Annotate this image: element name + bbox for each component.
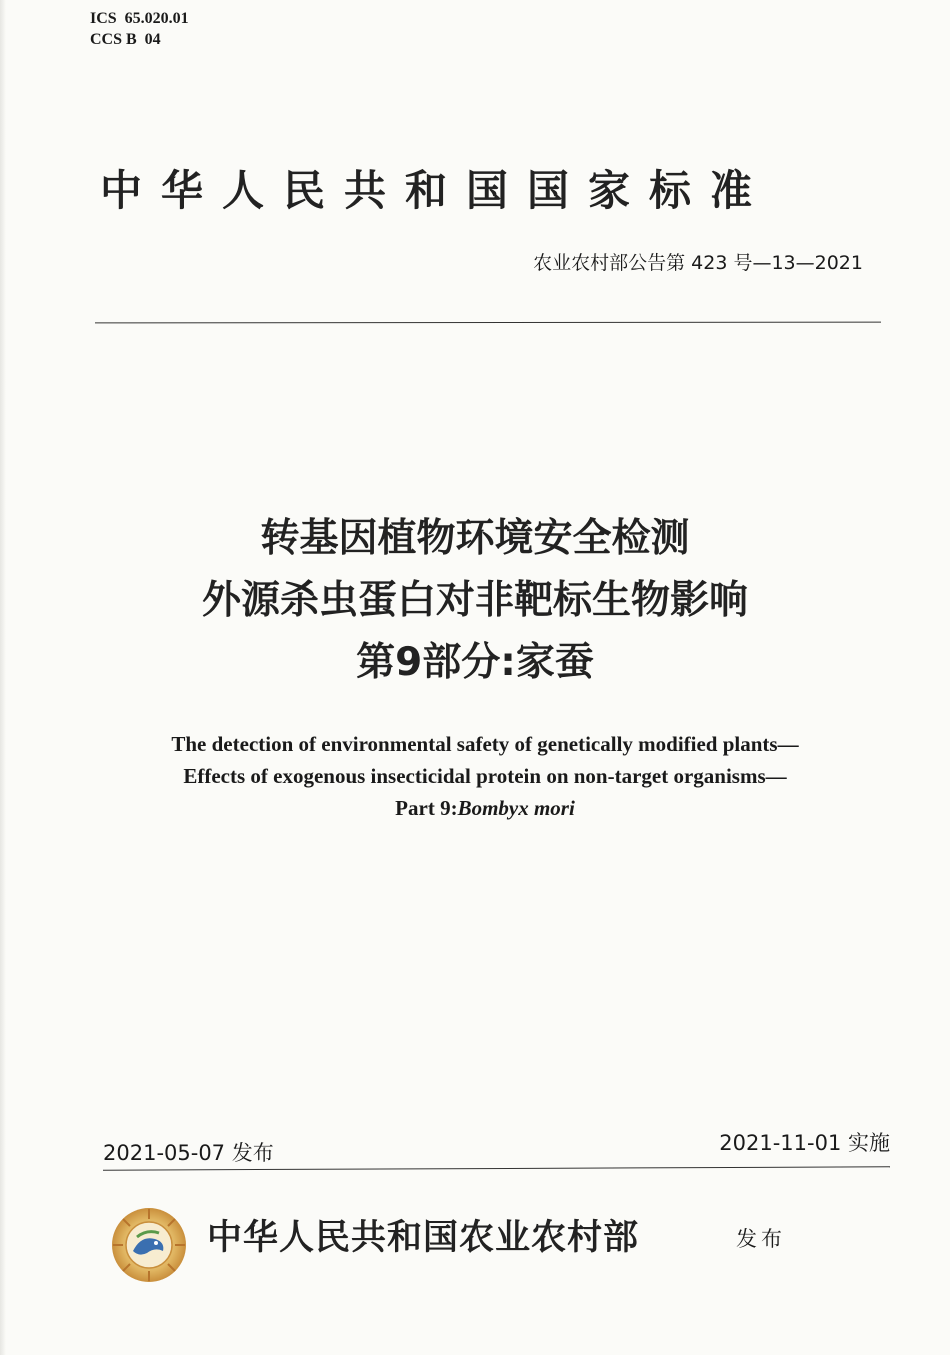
top-divider <box>95 322 881 324</box>
chinese-title-line-2: 外源杀虫蛋白对非靶标生物影响 <box>201 578 748 623</box>
classification-codes <box>90 8 189 50</box>
chinese-title <box>0 508 950 694</box>
issuing-authority: 中华人民共和国农业农村部 <box>207 1217 640 1258</box>
english-title-part-label: Part 9: <box>395 796 458 820</box>
ics-code: ICS 65.020.01 <box>90 10 189 27</box>
implement-date: 2021-11-01 实施 <box>719 1131 890 1155</box>
english-title-line-3 <box>0 792 950 824</box>
issuing-authority-suffix: 发布 <box>736 1227 786 1251</box>
english-title-line-2: Effects of exogenous insecticidal protein on non-target organisms— <box>183 764 787 788</box>
standard-number: 农业农村部公告第 423 号—13—2021 <box>533 252 863 274</box>
chinese-title-line-1: 转基因植物环境安全检测 <box>260 516 690 561</box>
standard-type-heading: 中华人民共和国国家标准 <box>100 166 772 215</box>
ccs-code: CCS B 04 <box>90 31 161 48</box>
english-title-species: Bombyx mori <box>457 796 575 820</box>
english-title <box>0 728 950 824</box>
english-title-line-1: The detection of environmental safety of genetically modified plants— <box>171 732 799 756</box>
publish-date: 2021-05-07 发布 <box>103 1141 274 1165</box>
chinese-title-line-3: 第9部分:家蚕 <box>356 640 594 685</box>
ministry-emblem-icon <box>111 1207 187 1283</box>
